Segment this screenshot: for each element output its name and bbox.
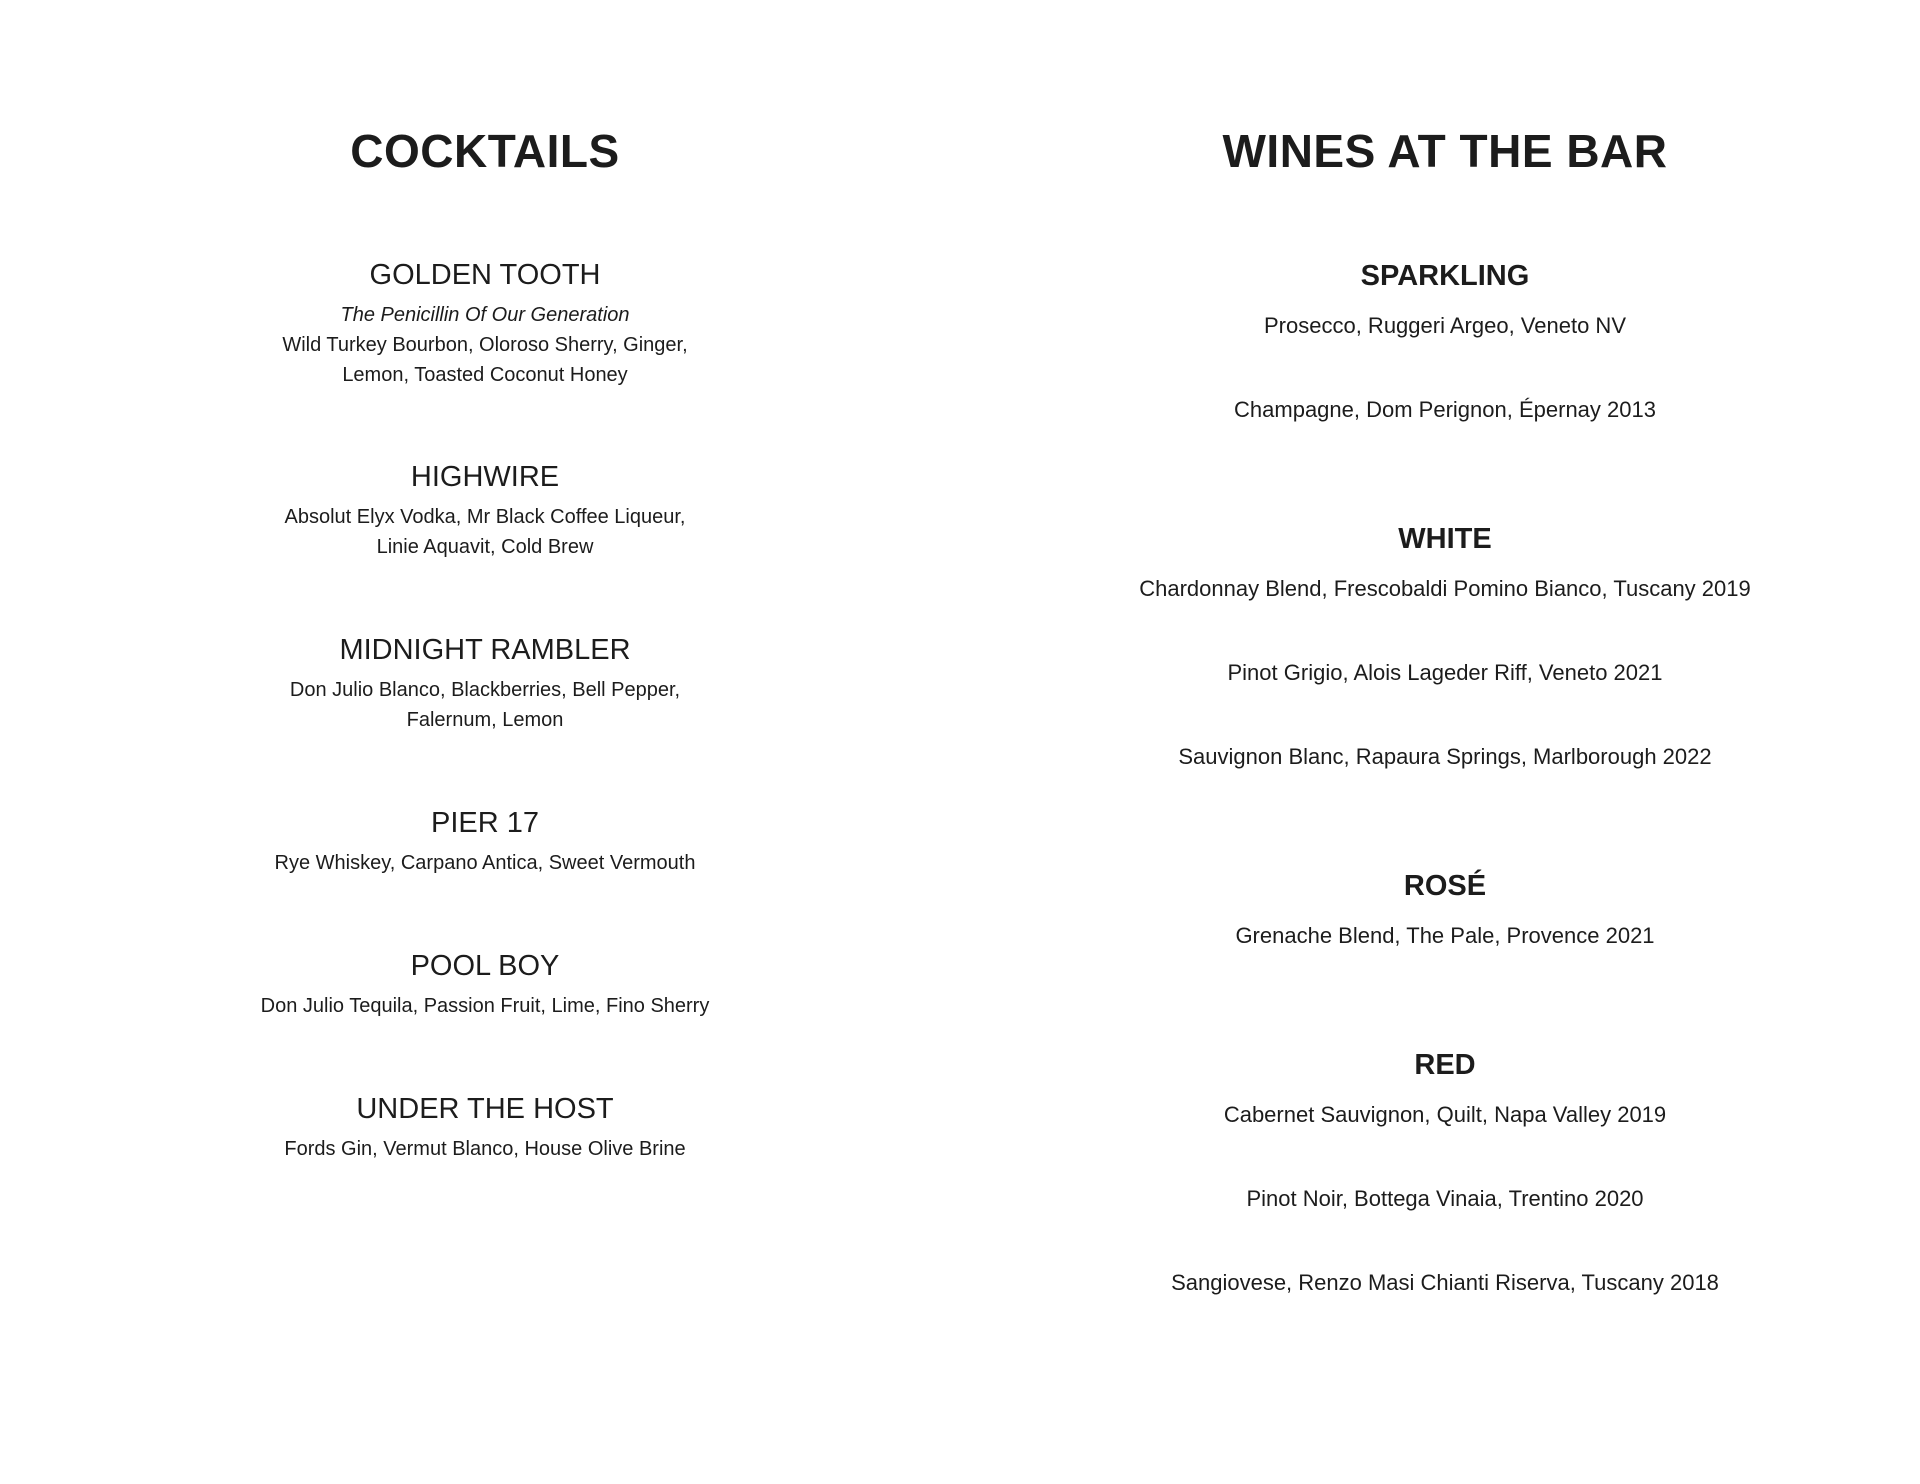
- cocktail-subtitle: The Penicillin Of Our Generation: [340, 304, 630, 326]
- cocktail-name: GOLDEN TOOTH: [369, 259, 601, 291]
- cocktail-item: [85, 949, 885, 1021]
- wines-title: WINES AT THE BAR: [1222, 125, 1668, 177]
- cocktail-description-line: Absolut Elyx Vodka, Mr Black Coffee Liqueur,: [284, 506, 686, 528]
- cocktail-name: HIGHWIRE: [410, 461, 560, 493]
- wine-entry: Pinot Noir, Bottega Vinaia, Trentino 2020: [1246, 1186, 1644, 1211]
- wine-category-red: RED: [1414, 1049, 1476, 1081]
- wine-category-white: WHITE: [1398, 523, 1492, 555]
- wine-entry: Sangiovese, Renzo Masi Chianti Riserva, Tuscany 2018: [1171, 1270, 1719, 1295]
- cocktail-name: UNDER THE HOST: [356, 1093, 614, 1125]
- wine-entry: Cabernet Sauvignon, Quilt, Napa Valley 2019: [1223, 1102, 1667, 1127]
- cocktail-name: PIER 17: [431, 807, 539, 839]
- cocktail-description-line: Don Julio Blanco, Blackberries, Bell Pepper,: [289, 679, 681, 701]
- cocktails-title: COCKTAILS: [350, 125, 620, 177]
- cocktail-description-line: Linie Aquavit, Cold Brew: [376, 536, 594, 558]
- cocktail-description-line: Fords Gin, Vermut Blanco, House Olive Brine: [284, 1138, 686, 1160]
- wine-entry: Grenache Blend, The Pale, Provence 2021: [1235, 923, 1655, 948]
- wine-entry: Champagne, Dom Perignon, Épernay 2013: [1234, 397, 1656, 422]
- cocktail-name: POOL BOY: [410, 950, 560, 982]
- wine-entry: Prosecco, Ruggeri Argeo, Veneto NV: [1264, 313, 1626, 338]
- cocktail-description-line: Lemon, Toasted Coconut Honey: [342, 364, 628, 386]
- cocktail-item: [85, 806, 885, 878]
- wine-entry: Sauvignon Blanc, Rapaura Springs, Marlborough 2022: [1178, 744, 1712, 769]
- wine-category-rose: ROSÉ: [1403, 870, 1487, 902]
- cocktail-item: [85, 1092, 885, 1164]
- cocktail-description-line: Wild Turkey Bourbon, Oloroso Sherry, Ginger,: [282, 334, 688, 356]
- wine-category-sparkling: SPARKLING: [1360, 260, 1530, 292]
- cocktail-name: MIDNIGHT RAMBLER: [339, 634, 631, 666]
- cocktail-description-line: Rye Whiskey, Carpano Antica, Sweet Vermouth: [274, 852, 696, 874]
- wine-entry: Pinot Grigio, Alois Lageder Riff, Veneto 2021: [1227, 660, 1663, 685]
- wine-entry: Chardonnay Blend, Frescobaldi Pomino Bianco, Tuscany 2019: [1139, 576, 1751, 601]
- cocktail-item: [85, 460, 885, 562]
- cocktail-description-line: Falernum, Lemon: [406, 709, 564, 731]
- cocktail-description-line: Don Julio Tequila, Passion Fruit, Lime, Fino Sherry: [260, 995, 710, 1017]
- cocktail-item: [85, 633, 885, 735]
- cocktail-item: [85, 258, 885, 390]
